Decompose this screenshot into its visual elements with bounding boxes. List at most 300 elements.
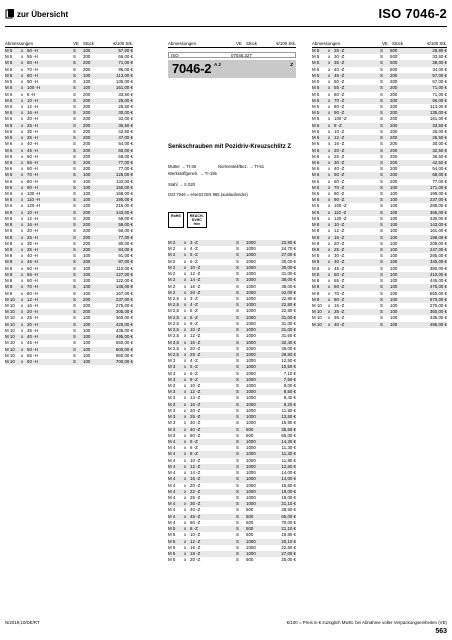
table-cell: S xyxy=(236,501,239,507)
table-cell: 200 xyxy=(83,159,91,165)
table-cell: 50 -H xyxy=(27,265,38,271)
table-cell: 1000 xyxy=(246,538,256,544)
col-ve: VE xyxy=(382,41,388,46)
table-cell: 1000 xyxy=(246,501,256,507)
table-cell: 247,00 € xyxy=(429,247,447,252)
table-cell: 199,00 € xyxy=(429,191,447,197)
table-cell: S xyxy=(380,178,383,184)
table-cell: x xyxy=(184,240,187,245)
table-cell: M 4 xyxy=(168,482,176,488)
table-cell: x xyxy=(328,234,331,240)
table-cell: x xyxy=(328,97,331,103)
table-cell: 12,50 € xyxy=(281,358,296,364)
table-cell: x xyxy=(184,488,187,494)
table-cell: 100 xyxy=(390,290,398,296)
table-cell: 60 -H xyxy=(27,278,38,284)
table-row xyxy=(5,359,133,365)
table-cell: 10 -Z xyxy=(190,383,201,389)
table-cell: 42,50 € xyxy=(432,159,447,165)
table-cell: x xyxy=(328,54,331,60)
table-cell: x xyxy=(21,346,24,352)
table-cell: x xyxy=(184,389,187,395)
table-cell: x xyxy=(184,513,187,519)
table-cell: 200 xyxy=(390,135,398,141)
table-cell: 80,00 € xyxy=(118,240,133,246)
table-cell: 28,50 € xyxy=(281,351,296,357)
badge-material: A 2 xyxy=(214,62,221,67)
table-cell: x xyxy=(21,271,24,277)
table-cell: S xyxy=(236,395,239,401)
table-cell: x xyxy=(184,507,187,513)
table-cell: S xyxy=(380,184,383,190)
table-cell: 40 -H xyxy=(27,253,38,259)
table-cell: S xyxy=(236,482,239,488)
table-cell: S xyxy=(380,278,383,284)
table-cell: 100 xyxy=(390,215,398,221)
table-cell: 45 -Z xyxy=(334,265,345,271)
table-cell: M 6 xyxy=(5,135,13,141)
table-cell: 200 xyxy=(83,116,91,122)
table-cell: 110,00 € xyxy=(116,265,133,271)
table-cell: M 10 xyxy=(5,346,15,352)
table-cell: x xyxy=(21,302,24,308)
table-cell: 50 -Z xyxy=(334,172,345,178)
footer-code: N/2019,10/DE/RT xyxy=(5,620,40,625)
table-cell: 1000 xyxy=(246,389,256,395)
table-cell: 54,00 € xyxy=(118,141,133,147)
table-cell: x xyxy=(184,550,187,556)
table-cell: 71,00 € xyxy=(432,91,447,97)
table-cell: x xyxy=(184,526,187,532)
table-cell: S xyxy=(73,147,76,153)
table-cell: 66,00 € xyxy=(118,54,133,60)
table-cell: M 8 xyxy=(312,253,320,259)
table-cell: 12 -H xyxy=(27,103,38,109)
table-cell: x xyxy=(184,283,187,289)
table-cell: M 10 xyxy=(312,309,322,315)
table-cell: 500 xyxy=(246,526,254,532)
table-cell: 1000 xyxy=(246,470,256,476)
table-cell: S xyxy=(236,557,239,563)
table-cell: 200 xyxy=(83,122,91,128)
table-cell: 100 xyxy=(390,296,398,302)
table-cell: 38,00 € xyxy=(281,277,296,283)
table-cell: 36,50 € xyxy=(118,122,133,128)
table-cell: 59,00 € xyxy=(118,222,133,228)
table-cell: x xyxy=(328,184,331,190)
table-cell: 10 -Z xyxy=(190,264,201,270)
badge-drive: Z xyxy=(290,62,293,67)
table-cell: 1000 xyxy=(246,339,256,345)
table-cell: 1000 xyxy=(246,252,256,258)
table-cell: S xyxy=(380,54,383,60)
table-cell: x xyxy=(328,284,331,290)
table-cell: M 6 xyxy=(312,147,320,153)
table-cell: 30 -H xyxy=(27,321,38,327)
table-cell: M 5 xyxy=(312,97,320,103)
badge-title: 7046-2 xyxy=(172,61,212,76)
table-cell: 420,00 € xyxy=(115,321,133,327)
table-cell: 30 -Z xyxy=(334,159,345,165)
table-cell: S xyxy=(380,159,383,165)
table-cell: S xyxy=(236,308,239,314)
table-cell: x xyxy=(21,128,24,134)
table-cell: 1000 xyxy=(246,264,256,270)
col-stueck: Stück xyxy=(83,41,94,46)
table-cell: x xyxy=(184,364,187,370)
table-cell: M 8 xyxy=(5,209,13,215)
table-cell: 1000 xyxy=(246,494,256,500)
table-cell: 200 xyxy=(83,215,91,221)
table-cell: S xyxy=(380,48,383,53)
table-cell: M 8 xyxy=(5,222,13,228)
table-cell: x xyxy=(21,116,24,122)
table-cell: S xyxy=(73,265,76,271)
table-cell: 132,00 € xyxy=(115,178,133,184)
table-cell: 200 xyxy=(83,54,91,60)
table-cell: M 2,5 xyxy=(168,308,179,314)
table-cell: x xyxy=(21,340,24,346)
table-cell: 27,00 € xyxy=(281,252,296,258)
table-cell: S xyxy=(380,110,383,116)
table-cell: 660,00 € xyxy=(115,352,133,358)
table-cell: 12 -Z xyxy=(334,228,345,234)
table-cell: M 3 xyxy=(168,432,176,438)
table-cell: M 5 xyxy=(5,54,13,60)
table-cell: S xyxy=(236,538,239,544)
table-cell: x xyxy=(184,333,187,339)
table-cell: M 4 xyxy=(168,488,176,494)
table-cell: 60,00 € xyxy=(118,147,133,153)
table-cell: S xyxy=(380,128,383,134)
table-cell: M 8 xyxy=(312,296,320,302)
table-cell: 200 xyxy=(390,147,398,153)
table-cell: M 2,5 xyxy=(168,339,179,345)
table-cell: x xyxy=(184,252,187,258)
table-cell: 25 -H xyxy=(27,122,38,128)
table-cell: 29,80 € xyxy=(432,48,447,53)
table-cell: x xyxy=(184,289,187,295)
table-cell: M 10 xyxy=(5,321,15,327)
table-cell: 12 -Z xyxy=(190,271,201,277)
table-cell: x xyxy=(184,401,187,407)
table-cell: S xyxy=(73,103,76,109)
table-cell: 10 -Z xyxy=(190,327,201,333)
table-cell: 100 xyxy=(390,253,398,259)
table-cell: x xyxy=(328,259,331,265)
table-cell: M 6 xyxy=(5,178,13,184)
table-cell: S xyxy=(73,315,76,321)
table-cell: S xyxy=(73,334,76,340)
table-cell: 71,00 € xyxy=(118,60,133,66)
table-cell: 30 -Z xyxy=(190,420,201,426)
table-cell: S xyxy=(73,128,76,134)
table-cell: 32,00 € xyxy=(118,116,133,122)
table-cell: 33,50 € xyxy=(432,122,447,128)
product-badge xyxy=(168,60,296,78)
table-cell: 200 xyxy=(390,178,398,184)
table-cell: 16 -H xyxy=(27,302,38,308)
table-cell: 20 -Z xyxy=(334,147,345,153)
table-cell: 100 xyxy=(83,278,91,284)
table-cell: S xyxy=(380,122,383,128)
table-cell: 100 xyxy=(83,178,91,184)
table-cell: M 8 xyxy=(5,253,13,259)
col-ve: VE xyxy=(73,41,79,46)
table-cell: S xyxy=(380,197,383,203)
table-cell: 20 -Z xyxy=(334,240,345,246)
table-cell: M 6 xyxy=(5,97,13,103)
table-cell: 216,00 € xyxy=(115,203,133,209)
table-cell: 11,30 € xyxy=(281,451,296,457)
table-cell: S xyxy=(236,345,239,351)
table-cell: x xyxy=(328,203,331,209)
table-cell: 200 xyxy=(83,209,91,215)
table-cell: 500 xyxy=(390,60,398,66)
table-cell: x xyxy=(328,309,331,315)
table-cell: 66,00 € xyxy=(118,228,133,234)
table-cell: 35 -Z xyxy=(334,60,345,66)
table-cell: M 10 xyxy=(5,296,15,302)
table-cell: 100 -Z xyxy=(334,116,347,122)
table-cell: 100 xyxy=(390,265,398,271)
table-cell: x xyxy=(328,48,331,53)
table-cell: 16 -Z xyxy=(190,283,201,289)
table-cell: S xyxy=(380,234,383,240)
table-cell: 40 -Z xyxy=(334,166,345,172)
table-cell: 25 -H xyxy=(27,315,38,321)
table-cell: S xyxy=(380,240,383,246)
table-cell: 70 -Z xyxy=(334,97,345,103)
table-cell: M 3 xyxy=(168,426,176,432)
table-cell: 100 xyxy=(390,203,398,209)
table-cell: 100 xyxy=(390,222,398,228)
table-cell: 200 xyxy=(83,259,91,265)
table-cell: M 6 xyxy=(5,147,13,153)
table-cell: 40 -Z xyxy=(334,259,345,265)
table-cell: 18 -Z xyxy=(190,550,201,556)
table-cell: 1000 xyxy=(246,457,256,463)
table-cell: x xyxy=(328,197,331,203)
table-cell: x xyxy=(328,302,331,308)
table-cell: 100 xyxy=(390,302,398,308)
table-cell: x xyxy=(21,184,24,190)
table-cell: M 10 xyxy=(312,321,322,327)
table-cell: 18,00 € xyxy=(281,494,296,500)
table-cell: 70,00 € xyxy=(281,519,296,525)
table-cell: S xyxy=(236,526,239,532)
table-cell: M 4 xyxy=(168,501,176,507)
table-cell: x xyxy=(21,72,24,78)
table-cell: 143,00 € xyxy=(115,209,133,215)
table-cell: S xyxy=(236,295,239,301)
table-cell: 475,00 € xyxy=(429,284,447,290)
table-cell: M 2 xyxy=(168,283,176,289)
middle-table xyxy=(168,40,296,48)
table-cell: 14 -Z xyxy=(190,277,201,283)
table-cell: M 10 xyxy=(5,340,15,346)
table-cell: M 2 xyxy=(168,277,176,283)
table-cell: 90 -H xyxy=(27,79,38,85)
right-table-header xyxy=(312,40,447,48)
table-cell: 59,00 € xyxy=(118,215,133,221)
table-cell: M 8 xyxy=(5,228,13,234)
col-abm: Abmessungen xyxy=(312,41,341,46)
table-cell: 11,30 € xyxy=(281,445,296,451)
table-cell: 500 xyxy=(246,507,254,513)
table-cell: 22,80 € xyxy=(281,295,296,301)
table-cell: S xyxy=(73,215,76,221)
table-cell: 7,50 € xyxy=(283,376,296,382)
table-cell: 50 -H xyxy=(27,153,38,159)
cert-icons xyxy=(168,212,207,228)
table-cell: 1000 xyxy=(246,320,256,326)
table-cell: 47,00 € xyxy=(118,135,133,141)
page-header xyxy=(5,5,447,27)
table-cell: M 6 xyxy=(312,128,320,134)
table-cell: 40 -Z xyxy=(190,507,201,513)
table-cell: 100 -Z xyxy=(334,203,347,209)
table-cell: M 8 xyxy=(5,259,13,265)
table-cell: M 6 xyxy=(312,159,320,165)
table-cell: 1000 xyxy=(246,327,256,333)
table-cell: S xyxy=(380,222,383,228)
table-cell: S xyxy=(236,376,239,382)
table-cell: S xyxy=(73,184,76,190)
table-cell: S xyxy=(73,166,76,172)
table-cell: 6 -Z xyxy=(190,445,198,451)
table-cell: 120 -H xyxy=(27,203,41,209)
table-cell: x xyxy=(21,122,24,128)
table-cell: M 5 xyxy=(168,557,176,563)
table-cell: 45 -Z xyxy=(190,513,201,519)
table-cell: S xyxy=(236,470,239,476)
table-cell: S xyxy=(73,352,76,358)
table-cell: 70 -H xyxy=(27,66,38,72)
table-cell: 31,00 € xyxy=(281,320,296,326)
right-table xyxy=(312,40,447,328)
table-cell: 1000 xyxy=(246,445,256,451)
back-to-overview-link[interactable] xyxy=(5,9,68,19)
table-cell: 7,10 € xyxy=(283,370,296,376)
table-cell: 8 -Z xyxy=(190,376,198,382)
table-cell: x xyxy=(21,197,24,203)
table-cell: M 2 xyxy=(168,289,176,295)
table-cell: x xyxy=(328,141,331,147)
table-cell: M 2,5 xyxy=(168,302,179,308)
table-cell: M 6 xyxy=(312,184,320,190)
table-cell: x xyxy=(184,445,187,451)
table-cell: 200 xyxy=(83,97,91,103)
table-cell: 100 xyxy=(83,48,91,53)
table-cell: 60 -H xyxy=(27,166,38,172)
table-cell: S xyxy=(236,451,239,457)
table-cell: 100 -H xyxy=(27,191,41,197)
table-cell: 31,00 € xyxy=(281,271,296,277)
table-cell: M 8 xyxy=(312,259,320,265)
table-cell: 1000 xyxy=(246,271,256,277)
table-cell: x xyxy=(184,302,187,308)
table-cell: M 3 xyxy=(168,401,176,407)
table-cell: x xyxy=(21,228,24,234)
table-cell: x xyxy=(184,308,187,314)
table-cell: 26,50 € xyxy=(118,103,133,109)
table-cell: x xyxy=(184,383,187,389)
table-cell: S xyxy=(73,259,76,265)
table-cell: S xyxy=(236,246,239,252)
table-cell: 1000 xyxy=(246,258,256,264)
table-cell: 1000 xyxy=(246,308,256,314)
table-cell: x xyxy=(328,321,331,327)
table-cell: 100 xyxy=(83,327,91,333)
table-cell: x xyxy=(328,166,331,172)
table-cell: 1000 xyxy=(246,314,256,320)
table-cell: S xyxy=(236,351,239,357)
reach-icon: REACH-SVHC free xyxy=(187,212,207,228)
table-cell: S xyxy=(380,247,383,252)
table-cell: M 8 xyxy=(312,240,320,246)
table-cell: 9,20 € xyxy=(283,401,296,407)
table-cell: M 3 xyxy=(168,420,176,426)
table-cell: S xyxy=(73,141,76,147)
table-cell: 8 -Z xyxy=(334,122,342,128)
table-cell: 113,00 € xyxy=(430,103,447,109)
table-cell: 200 xyxy=(390,110,398,116)
col-price: €/100 Stk. xyxy=(427,41,447,46)
table-cell: x xyxy=(328,122,331,128)
table-cell: 1000 xyxy=(246,544,256,550)
table-cell: 16 -Z xyxy=(190,476,201,482)
table-cell: S xyxy=(73,135,76,141)
table-cell: x xyxy=(184,345,187,351)
table-cell: 1000 xyxy=(246,302,256,308)
table-cell: 36,50 € xyxy=(432,153,447,159)
table-cell: 21,10 € xyxy=(281,501,296,507)
table-cell: 500 xyxy=(390,54,398,60)
table-cell: 13,50 € xyxy=(281,414,296,420)
table-cell: 200 xyxy=(83,234,91,240)
table-cell: 20 -Z xyxy=(190,407,201,413)
table-cell: M 8 xyxy=(312,265,320,271)
table-cell: M 4 xyxy=(168,463,176,469)
table-cell: M 8 xyxy=(312,284,320,290)
table-cell: S xyxy=(236,457,239,463)
table-cell: 25,00 € xyxy=(432,128,447,134)
table-cell: x xyxy=(328,79,331,85)
table-cell: x xyxy=(21,178,24,184)
table-cell: x xyxy=(21,327,24,333)
table-cell: 80 -H xyxy=(27,72,38,78)
table-cell: 90 -Z xyxy=(334,110,345,116)
table-cell: x xyxy=(21,141,24,147)
table-cell: M 10 xyxy=(5,358,15,364)
table-cell: M 2 xyxy=(168,264,176,270)
table-cell: x xyxy=(184,420,187,426)
table-cell: 200 xyxy=(83,309,91,315)
table-cell: S xyxy=(380,215,383,221)
table-cell: M 5 xyxy=(5,72,13,78)
table-cell: x xyxy=(21,54,24,60)
table-cell: M 2 xyxy=(168,252,176,258)
table-cell: 30 -Z xyxy=(334,253,345,259)
table-cell: 100 xyxy=(390,321,398,327)
rohs-icon: RoHS xyxy=(168,212,184,228)
table-cell: S xyxy=(380,315,383,321)
table-cell: S xyxy=(380,203,383,209)
table-cell: 30 -Z xyxy=(190,501,201,507)
table-cell: x xyxy=(328,103,331,109)
table-cell: 120 -Z xyxy=(334,215,347,221)
